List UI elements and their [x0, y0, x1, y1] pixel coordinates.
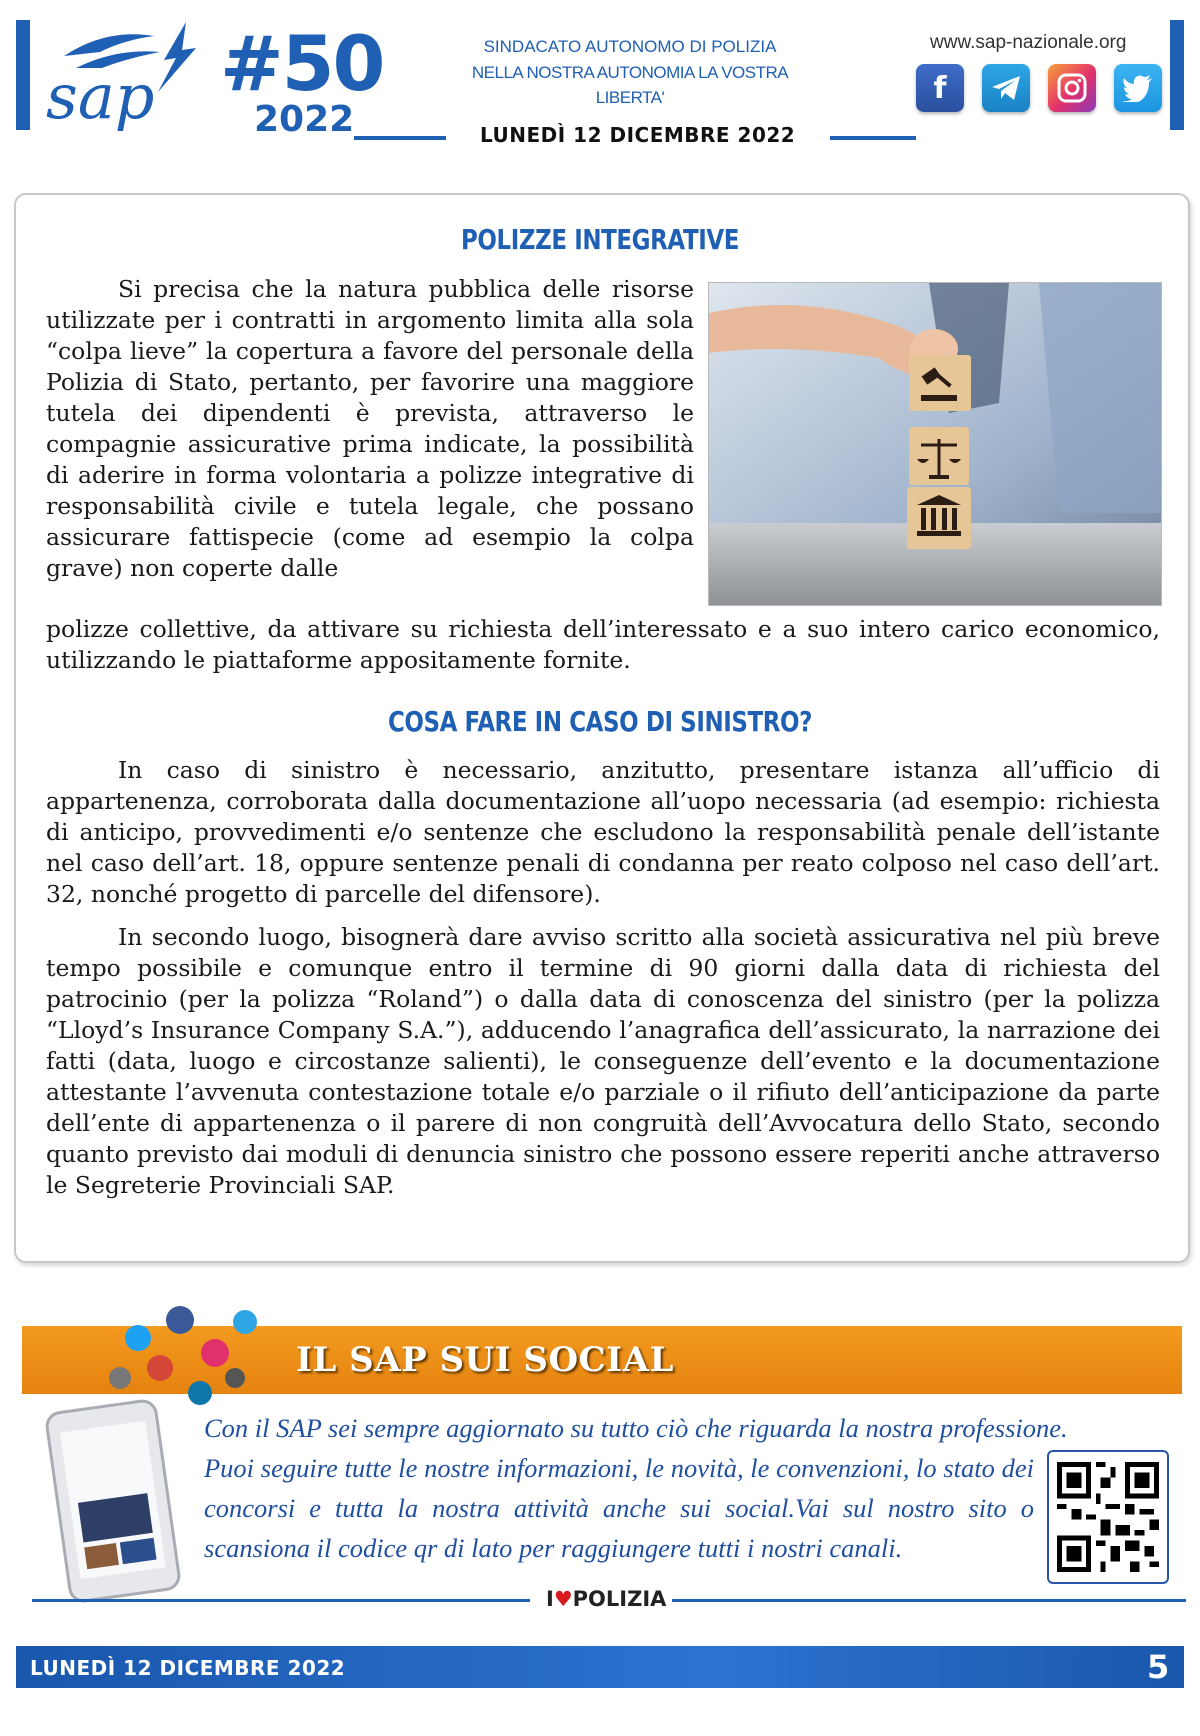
article-photo	[708, 282, 1162, 606]
union-motto: NELLA NOSTRA AUTONOMIA LA VOSTRA LIBERTA'	[471, 62, 789, 107]
section1-body: Si precisa che la natura pubblica delle risorse utilizzate per i contratti in argomento limita alla sola “colpa lieve” la copertura a favore del personale della Polizia di Stato, pertanto, per favorire una maggiore tutela dei dipendenti è prevista, attraverso le compagnie assicurative prima indicate, la possibilità di aderire in forma volontaria a polizze integrative di responsabilità civile e tutela legale, che possano assicurare fattispecie (come ad esempio la colpa grave) non coperte dalle	[46, 275, 694, 582]
banner-footer-rule-left	[32, 1599, 530, 1602]
courthouse-icon	[907, 487, 971, 549]
sap-logo	[36, 18, 226, 138]
issue-year: 2022	[254, 99, 355, 140]
i-love-polizia-mark	[540, 1587, 672, 1611]
social-banner-title: IL SAP SUI SOCIAL	[296, 1340, 674, 1380]
ilove-word: POLIZIA	[572, 1587, 667, 1611]
instagram-icon[interactable]	[1048, 64, 1096, 112]
header-left-bar	[16, 20, 30, 130]
telegram-icon[interactable]	[982, 64, 1030, 112]
section-title-polizze: POLIZZE INTEGRATIVE	[461, 223, 739, 256]
twitter-icon[interactable]	[1114, 64, 1162, 112]
union-name: SINDACATO AUTONOMO DI POLIZIA	[483, 37, 777, 56]
website-link[interactable]: www.sap-nazionale.org	[930, 32, 1127, 53]
union-name-block	[440, 34, 820, 111]
svg-text:sap: sap	[46, 60, 155, 133]
header-rule-right	[830, 136, 916, 140]
social-links	[916, 64, 1162, 112]
footer-date: LUNEDÌ 12 DICEMBRE 2022	[30, 1656, 346, 1680]
header-date: LUNEDÌ 12 DICEMBRE 2022	[480, 123, 796, 147]
issue-number: #50	[220, 19, 384, 108]
scales-icon	[909, 427, 969, 485]
social-banner-rest: Puoi seguire tutte le nostre informazioni, le novità, le convenzioni, lo stato dei concorsi e tutta la nostra attività anche sui social.Vai sul nostro sito o scansiona il codice qr di lato per raggiungere tutti i nostri canali.	[204, 1453, 1034, 1563]
section2-paragraph-1: In caso di sinistro è necessario, anzitutto, presentare istanza all’ufficio di appartenenza, corroborata dalla documentazione all’uopo necessaria (ad esempio: richiesta di anticipo, provvedimenti e/o sentenze che escludono la responsabilità penale dell’istante nel caso dell’art. 18, oppure sentenze penali di condanna per reato colposo nel caso dell’art. 32, nonché progetto di parcelle del difensore).	[46, 756, 1160, 908]
heart-icon: ♥	[553, 1587, 573, 1611]
social-banner-line1: Con il SAP sei sempre aggiornato su tutto ciò che riguarda la nostra professione.	[204, 1413, 1068, 1443]
social-banner-text	[204, 1408, 1068, 1568]
header-right-bar	[1170, 20, 1184, 130]
qr-code[interactable]	[1047, 1450, 1169, 1584]
banner-footer-rule-right	[666, 1599, 1186, 1602]
facebook-icon[interactable]: f	[916, 64, 964, 112]
section1-body-continued: polizze collettive, da attivare su richiesta dell’interessato e a suo intero carico economico, utilizzando le piattaforme appositamente fornite.	[46, 615, 1160, 674]
header-rule-left	[354, 136, 446, 140]
section-title-sinistro: COSA FARE IN CASO DI SINISTRO?	[387, 705, 813, 738]
page-number: 5	[1147, 1648, 1170, 1686]
section2-paragraph-2: In secondo luogo, bisognerà dare avviso scritto alla società assicurativa nel più breve tempo possibile e comunque entro il termine di 90 giorni dalla data di richiesta del patrocinio (per la polizza “Roland”) o dalla data di conoscenza del sinistro (per la polizza “Lloyd’s Insurance Company S.A.”), adducendo l’anagrafica dell’assicurato, la narrazione dei fatti (data, luogo e circostanze salienti), le conseguenze dell’evento e la documentazione attestante l’avvenuta contestazione totale e/o parziale o il rifiuto dell’anticipazione da parte dell’ente di appartenenza o il parere di non congruità dell’Avvocatura dello Stato, secondo quanto previsto dai moduli di denuncia sinistro che possono essere reperiti anche attraverso le Segreterie Provinciali SAP.	[46, 923, 1160, 1199]
gavel-icon	[909, 355, 971, 411]
ilove-prefix: I	[546, 1587, 554, 1611]
